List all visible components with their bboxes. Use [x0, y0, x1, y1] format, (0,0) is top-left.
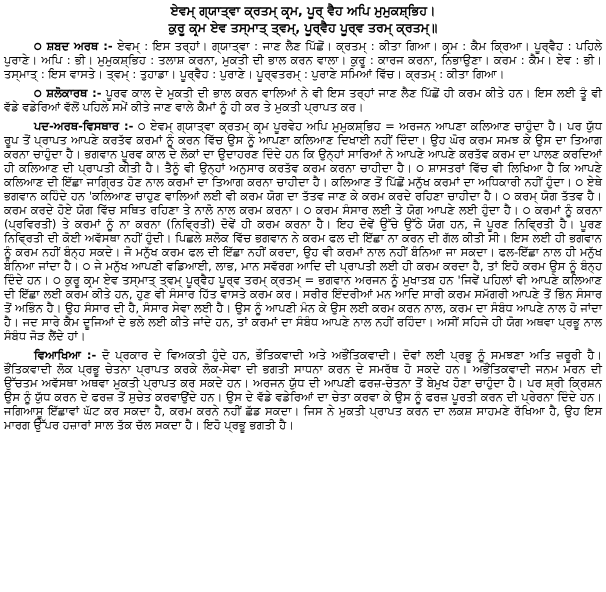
section-pad-arth-visthaar-body: ੦ ਏਵਮ੍ ਗ੍ਯਾਤ੍ਵਾ ਕ੍ਰਤਮ੍ ਕਰ੍ਮ ਪੂਰਵੇਹ ਅਪਿ ਮੁਮੁਕਸ਼੍ਭਿਹ = ਅਰਜਨ ਆਪਣਾ ਕਲਿਆਣ ਚਾਹੁੰਦਾ ਹੈ। ਪਰ ਯੁੱਧ ਰੂਪ ਤੋਂ ਪ੍ਰਾਪਤ ਆਪਣੇ ਕਰਤੱਵ ਕਰਮਾਂ ਨੂੰ ਕਰਨ ਵਿੱਚ ਉਸ ਨੂੰ ਆਪਣਾ ਕਲਿਆਣ ਦਿਖਾਈ ਨਹੀਂ ਦਿੰਦਾ। ਉਹ ਘੋਰ ਕਰਮ ਸਮਝ ਕੇ ਉਸ ਦਾ ਤਿਆਗ ਕਰਨਾ ਚਾਹੁੰਦਾ ਹੈ। ਭਗਵਾਨ ਪੂਰਵ ਕਾਲ ਦੇ ਲੋਕਾਂ ਦਾ ਉਦਾਹਰਣ ਦਿੰਦੇ ਹਨ ਕਿ ਉਨ੍ਹਾਂ ਸਾਰਿਆਂ ਨੇ ਆਪਣੇ ਆਪਣੇ ਕਰਤੱਵ ਕਰਮ ਦਾ ਪਾਲਣ ਕਰਦਿਆਂ ਹੀ ਕਲਿਆਣ ਦੀ ਪ੍ਰਾਪਤੀ ਕੀਤੀ ਹੈ। ਤੈਨੂੰ ਵੀ ਉਨ੍ਹਾਂ ਅਨੁਸਾਰ ਕਰਤੱਵ ਕਰਮ ਕਰਨਾ ਚਾਹੀਦਾ ਹੈ। ੦ ਸ਼ਾਸਤਰਾਂ ਵਿੱਚ ਵੀ ਲਿਖਿਆ ਹੈ ਕਿ ਆਪਣੇ ਕਲਿਆਣ ਦੀ ਇੱਛਾ ਜਾਗ੍ਰਿਤ ਹੋਣ ਨਾਲ ਕਰਮਾਂ ਦਾ ਤਿਆਗ ਕਰਨਾ ਚਾਹੀਦਾ ਹੈ। ਕਲਿਆਣ ਤੋਂ ਪਿੱਛੋਂ ਮਨੁੱਖ ਕਰਮਾਂ ਦਾ ਅਧਿਕਾਰੀ ਨਹੀਂ ਹੁੰਦਾ। ੦ ਏਥੇ ਭਗਵਾਨ ਕਹਿੰਦੇ ਹਨ 'ਕਲਿਆਣ ਚਾਹੁਣ ਵਾਲਿਆਂ ਲਈ ਵੀ ਕਰਮ ਯੋਗ ਦਾ ਤੱਤਵ ਜਾਣ ਕੇ ਕਰਮ ਕਰਦੇ ਰਹਿਣਾ ਚਾਹੀਦਾ ਹੈ। ੦ ਕਰਮ੍ ਯੋਗ ਤੱਤਵ ਹੈ। ਕਰਮ ਕਰਦੇ ਹੋਏ ਯੋਗ ਵਿੱਚ ਸਥਿਤ ਰਹਿਣਾ ਤੇ ਨਾਲੋ ਨਾਲ ਕਰਮ ਕਰਨਾ। ੦ ਕਰਮ ਸੰਸਾਰ ਲਈ ਤੇ ਯੋਗ ਆਪਣੇ ਲਈ ਹੁੰਦਾ ਹੈ। ੦ ਕਰਮਾਂ ਨੂੰ ਕਰਨਾ (ਪ੍ਰਵਿਰਤੀ) ਤੇ ਕਰਮਾਂ ਨੂੰ ਨਾ ਕਰਨਾ (ਨਿਵ੍ਰਿਤੀ) ਦੋਵੇਂ ਹੀ ਕਰਮ ਕਰਨਾ ਹੈ। ਇਹ ਦੋਵੇਂ ਉੱਚੇ ਉੱਠੇ ਯੋਗ ਹਨ, ਜੋ ਪੂਰਣ ਨਿਵ੍ਰਿਤੀ ਹੈ। ਪੂਰਣ ਨਿਵ੍ਰਿਤੀ ਦੀ ਕੋਈ ਅਵੱਸਥਾ ਨਹੀਂ ਹੁੰਦੀ। ਪਿਛਲੇ ਸ਼ਲੋਕ ਵਿੱਚ ਭਗਵਾਨ ਨੇ ਕਰਮ ਫਲ ਦੀ ਇੱਛਾ ਨਾ ਕਰਨ ਦੀ ਗੱਲ ਕੀਤੀ ਸੀ। ਇਸ ਲਈ ਹੀ ਭਗਵਾਨ ਨੂੰ ਕਰਮ ਨਹੀਂ ਬੰਨ੍ਹ ਸਕਦੇ। ਜੋ ਮਨੁੱਖ ਕਰਮ ਫਲ ਦੀ ਇੱਛਾ ਨਹੀਂ ਕਰਦਾ, ਉਹ ਵੀ ਕਰਮਾਂ ਨਾਲ ਨਹੀਂ ਬੰਨਿਆ ਜਾ ਸਕਦਾ। ਫਲ-ਇੱਛਾ ਨਾਲ ਹੀ ਮਨੁੱਖ ਬੰਨਿਆ ਜਾਂਦਾ ਹੈ। ੦ ਜੇ ਮਨੁੱਖ ਆਪਣੀ ਵਡਿਆਈ, ਲਾਭ, ਮਾਨ ਸਵੱਰਗ ਆਦਿ ਦੀ ਪ੍ਰਾਪਤੀ ਲਈ ਹੀ ਕਰਮ ਕਰਦਾ ਹੈ, ਤਾਂ ਇਹੋ ਕਰਮ ਉਸ ਨੂੰ ਬੰਨ੍ਹ ਦਿੰਦੇ ਹਨ। ੦ ਕੁਰੂ ਕਰ੍ਮ ਏਵ ਤਸ੍ਮਾਤ੍ ਤ੍ਵਮ੍ ਪੂਰ੍ਵੈਹ ਪੂਰ੍ਵ ਤਰਮ੍ ਕ੍ਰਤਮ੍ = ਭਗਵਾਨ ਅਰਜਨ ਨੂੰ ਮੁਖਾਤਬ ਹਨ 'ਜਿਵੇਂ ਪਹਿਲਾਂ ਵੀ ਆਪਣੇ ਕਲਿਆਣ ਦੀ ਇੱਛਾ ਲਈ ਕਰਮ ਕੀਤੇ ਹਨ, ਹੁਣ ਵੀ ਸੰਸਾਰ ਹਿੱਤ ਵਾਸਤੇ ਕਰਮ ਕਰ। ਸਰੀਰ ਇੰਦਰੀਆਂ ਮਨ ਆਦਿ ਸਾਰੀ ਕਰਮ ਸਮੱਗਰੀ ਆਪਣੇ ਤੋਂ ਭਿੰਨ ਸੰਸਾਰ ਤੋਂ ਅਭਿੰਨ ਹੈ। ਉਹ ਸੰਸਾਰ ਦੀ ਹੈ, ਸੰਸਾਰ ਸੇਵਾ ਲਈ ਹੈ। ਉਸ ਨੂੰ ਆਪਣੀ ਮੰਨ ਕੇ ਉਸ ਲਈ ਕਰਮ ਕਰਨ ਨਾਲ, ਕਰਮ ਦਾ ਸੰਬੰਧ ਆਪਣੇ ਨਾਲ ਹੋ ਜਾਂਦਾ ਹੈ। ਜਦ ਸਾਰੇ ਕੈਮ ਦੂਜਿਆਂ ਦੇ ਭਲੇ ਲਈ ਕੀਤੇ ਜਾਂਦੇ ਹਨ, ਤਾਂ ਕਰਮਾਂ ਦਾ ਸੰਬੰਧ ਆਪਣੇ ਨਾਲ ਨਹੀਂ ਰਹਿੰਦਾ। ਅਸੀਂ ਸਹਿਜੇ ਹੀ ਯੋਗ ਅਥਵਾ ਪ੍ਰਭੂ ਨਾਲ ਸੰਬੰਧ ਜੋੜ ਲੈਂਦੇ ਹਾਂ।	[4, 119, 602, 343]
section-pad-arth-visthaar-heading: ਪਦ-ਅਰਥ-ਵਿਸਥਾਰ :-	[34, 119, 134, 133]
section-pad-arth-visthaar	[4, 119, 602, 343]
section-shlokarth-heading: ੦ ਸ਼ਲੋਕਾਰਥ :-	[34, 86, 102, 100]
shloka-line-2: ਕੁਰੂ ਕਰ੍ਮ ਏਵ ਤਸ੍ਮਾਤ੍ ਤ੍ਵਮ੍, ਪੂਰ੍ਵੈਹ ਪੂਰ੍ਵ ਤਰਮ੍ ਕ੍ਰਤਮ੍॥	[168, 20, 438, 35]
section-shabad-arth-body: ਏਵਮ੍ : ਇਸ ਤਰ੍ਹਾਂ। ਗ੍ਯਾਤ੍ਵਾ : ਜਾਣ ਲੈਣ ਪਿੱਛੋਂ। ਕ੍ਰਤਮ੍ : ਕੀਤਾ ਗਿਆ। ਕਰ੍ਮ : ਕੈਮ ਕ੍ਰਿਆ। ਪੂਰ੍ਵੈਹ : ਪਹਿਲੇ ਪੁਰਾਣੇ। ਅਪਿ : ਭੀ। ਮੁਮੁਕਸ਼੍ਭਿਹ : ਤਲਾਸ਼ ਕਰਨਾ, ਮੁਕਤੀ ਦੀ ਭਾਲ ਕਰਨ ਵਾਲਾ। ਕੁਰੂ : ਕਾਰਜ ਕਰਨਾ, ਨਿਭਾਉਣਾ। ਕਰਮ : ਕੈਮ। ਏਵ : ਭੀ। ਤਸ੍ਮਾਤ੍ : ਇਸ ਵਾਸਤੇ। ਤ੍ਵਮ੍ : ਤੁਹਾਡਾ। ਪੂਰ੍ਵੈਹ : ਪੁਰਾਣੇ। ਪੂਰ੍ਵਤਰਮ੍ : ਪੁਰਾਣੇ ਸਮਿਆਂ ਵਿੱਚ। ਕ੍ਰਤਮ੍ : ਕੀਤਾ ਗਿਆ।	[4, 39, 602, 81]
section-viakhia	[4, 348, 602, 432]
sanskrit-shloka	[4, 2, 602, 36]
section-shlokarth	[4, 86, 602, 114]
section-viakhia-body: ਦੋ ਪ੍ਰਕਾਰ ਦੇ ਵਿਅਕਤੀ ਹੁੰਦੇ ਹਨ, ਭੌਤਿਕਵਾਦੀ ਅਤੇ ਅਭੌਂਤਿਕਵਾਦੀ। ਦੋਵਾਂ ਲਈ ਪ੍ਰਭੂ ਨੂੰ ਸਮਝਣਾ ਅਤਿ ਜ਼ਰੂਰੀ ਹੈ। ਭੌਂਤਿਕਵਾਦੀ ਲੋਕ ਪ੍ਰਭੂ ਚੇਤਨਾ ਪ੍ਰਾਪਤ ਕਰਕੇ ਲੋਕ-ਸੇਵਾ ਦੀ ਭਗਤੀ ਸਾਧਨਾ ਕਰਨ ਦੇ ਸਮਰੱਥ ਹੋ ਸਕਦੇ ਹਨ। ਅਭੌਂਤਿਕਵਾਦੀ ਜਨਮ ਮਰਨ ਦੀ ਉੱਚਤਮ ਅਵੱਸਥਾ ਅਥਵਾ ਮੁਕਤੀ ਪ੍ਰਾਪਤ ਕਰ ਸਕਦੇ ਹਨ। ਅਰਜਨ ਯੁੱਧ ਦੀ ਆਪਣੀ ਫਰਜ਼-ਚੇਤਨਾ ਤੋਂ ਬੇਮੁਖ ਹੋਣਾ ਚਾਹੁੰਦਾ ਹੈ। ਪਰ ਸ਼੍ਰੀ ਕ੍ਰਿਸ਼ਨ ਉਸ ਨੂੰ ਯੁੱਧ ਕਰਨ ਦੇ ਫਰਜ਼ ਤੋਂ ਸੁਚੇਤ ਕਰਵਾਉਂਦੇ ਹਨ। ਉਸ ਦੇ ਵੱਡੇ ਵਡੇਰਿਆਂ ਦਾ ਚੇਤਾ ਕਰਵਾ ਕੇ ਉਸ ਨੂੰ ਫਰਜ਼ ਪੂਰਤੀ ਕਰਨ ਦੀ ਪ੍ਰੇਰਨਾ ਦਿੰਦੇ ਹਨ। ਜਗਿਆਸੂ ਇੱਛਾਵਾਂ ਘੱਟ ਕਰ ਸਕਦਾ ਹੈ, ਕਰਮ ਕਰਨੇ ਨਹੀਂ ਛੱਡ ਸਕਦਾ। ਜਿਸ ਨੇ ਮੁਕਤੀ ਪ੍ਰਾਪਤ ਕਰਨ ਦਾ ਲਕਸ਼ ਸਾਹਮਣੇ ਰੱਖਿਆ ਹੈ, ਉਹ ਇਸ ਮਾਰਗ ਉੱਪਰ ਹਜ਼ਾਰਾਂ ਸਾਲ ਤੱਕ ਚੱਲ ਸਕਦਾ ਹੈ। ਇਹੋ ਪ੍ਰਭੂ ਭਗਤੀ ਹੈ।	[4, 348, 603, 432]
shloka-line-1: ਏਵਮ੍ ਗ੍ਯਾਤ੍ਵਾ ਕ੍ਰਤਮ੍ ਕਰ੍ਮ, ਪੂਰ੍ ਵੈਹ ਅਪਿ ਮੁਮੁਕਸ਼੍ਭਿਹ।	[170, 3, 436, 18]
section-shabad-arth	[4, 39, 602, 81]
section-viakhia-heading: ਵਿਆਖਿਆ :-	[34, 348, 97, 362]
section-shabad-arth-heading: ੦ ਸ਼ਬਦ ਅਰਥ :-	[34, 39, 113, 53]
section-shlokarth-body: ਪੂਰਵ ਕਾਲ ਦੇ ਮੁਕਤੀ ਦੀ ਭਾਲ ਕਰਨ ਵਾਲਿਆਂ ਨੇ ਵੀ ਇਸ ਤਰ੍ਹਾਂ ਜਾਣ ਲੈਣ ਪਿੱਛੋਂ ਹੀ ਕਰਮ ਕੀਤੇ ਹਨ। ਇਸ ਲਈ ਤੂੰ ਵੀ ਵੱਡੇ ਵਡੇਰਿਆਂ ਵੱਲੋਂ ਪਹਿਲੇ ਸਮੇਂ ਕੀਤੇ ਜਾਣ ਵਾਲੇ ਕੈਮਾਂ ਨੂੰ ਹੀ ਕਰ ਤੇ ਮੁਕਤੀ ਪ੍ਰਾਪਤ ਕਰ।	[4, 86, 603, 114]
